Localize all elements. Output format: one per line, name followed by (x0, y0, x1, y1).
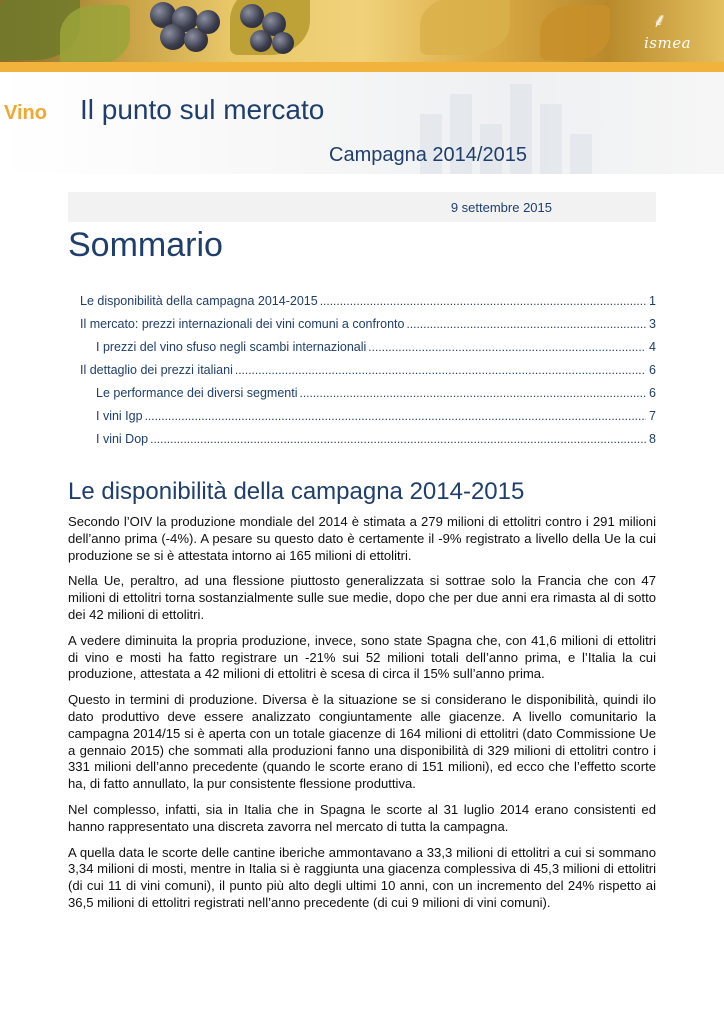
toc-leader-dots (235, 363, 646, 377)
toc-entry[interactable] (80, 432, 656, 455)
toc-entry-page: 3 (649, 317, 656, 331)
section-heading: Le disponibilità della campagna 2014-2015 (68, 478, 525, 505)
toc-leader-dots (150, 432, 646, 446)
toc-entry-page: 4 (649, 340, 656, 354)
toc-entry-page: 1 (649, 294, 656, 308)
toc-entry-label: Le performance dei diversi segmenti (96, 386, 298, 400)
table-of-contents (80, 294, 656, 455)
body-paragraph: A vedere diminuita la propria produzione, invece, sono state Spagna che, con 41,6 milioni di ettolitri di vino e mosti ha fatto registrare un -21% sui 52 milioni totali dell’anno prima, e l’Italia la cui produzione, attestata a 42 milioni di ettolitri è scesa di circa il 15% sull’anno prima. (68, 632, 656, 682)
body-paragraph: Nella Ue, peraltro, ad una flessione piuttosto generalizzata si sottrae solo la Francia che con 47 milioni di ettolitri torna sostanzialmente sulle sue medie, dopo che per due anni era rimasta al di sotto dei 42 milioni di ettolitri. (68, 573, 656, 622)
toc-leader-dots (145, 409, 646, 423)
publication-date: 9 settembre 2015 (450, 200, 552, 215)
toc-entry[interactable] (80, 340, 656, 363)
toc-leader-dots (320, 294, 646, 308)
toc-entry[interactable] (80, 409, 656, 432)
toc-entry-label: Il mercato: prezzi internazionali dei vini comuni a confronto (80, 317, 405, 331)
toc-entry-label: I prezzi del vino sfuso negli scambi internazionali (96, 340, 367, 354)
date-band (68, 192, 656, 222)
toc-entry[interactable] (80, 386, 656, 409)
header-accent-strip (0, 62, 724, 72)
toc-entry-label: I vini Dop (96, 432, 149, 446)
body-paragraph: Secondo l’OIV la produzione mondiale del 2014 è stimata a 279 milioni di ettolitri contro i 291 milioni dell’anno prima (-4%). A pesare su questo dato è certamente il -9% registrato a livello della Ue la cui produzione se si è attestata intorno ai 165 milioni di ettolitri. (68, 514, 656, 563)
toc-entry-label: Le disponibilità della campagna 2014-2015 (80, 294, 318, 308)
header-banner-photo (0, 0, 724, 62)
toc-entry[interactable] (80, 294, 656, 317)
toc-entry-label: Il dettaglio dei prezzi italiani (80, 363, 233, 377)
toc-leader-dots (300, 386, 647, 400)
toc-entry-page: 8 (649, 432, 656, 446)
ismea-logo (644, 10, 704, 52)
category-label: Vino (4, 102, 47, 124)
wheat-sprig-icon: ⸙ (652, 8, 667, 32)
summary-title: Sommario (68, 226, 223, 264)
toc-entry-page: 7 (649, 409, 656, 423)
body-paragraph: Nel complesso, infatti, sia in Italia che in Spagna le scorte al 31 luglio 2014 erano consistenti ed hanno rappresentato una discreta zavorra nel mercato di tutta la campagna. (68, 801, 656, 834)
section-body (68, 514, 656, 921)
body-paragraph: A quella data le scorte delle cantine iberiche ammontavano a 33,3 milioni di ettolitri a cui si sommano 3,34 milioni di mosti, mentre in Italia si è raggiunta una giacenza complessiva di 45,3 milioni di ettolitri (di cui 11 di vini comuni), il punto più alto degli ultimi 10 anni, con un incremento del 24% rispetto ai 36,5 milioni di ettolitri registrati nell’anno precedente (di cui 9 milioni di vini comuni). (68, 844, 656, 910)
toc-entry-page: 6 (649, 363, 656, 377)
toc-entry-label: I vini Igp (96, 409, 143, 423)
toc-entry[interactable] (80, 317, 656, 340)
toc-leader-dots (406, 317, 646, 331)
campaign-subtitle: Campagna 2014/2015 (329, 144, 527, 166)
body-paragraph: Questo in termini di produzione. Diversa è la situazione se si considerano le disponibilità, quindi ilo dato produttivo deve essere analizzato congiuntamente alle giacenze. A livello comunitario la campagna 2014/15 si è aperta con un totale giacenze di 164 milioni di ettolitri (dato Commissione Ue a gennaio 2015) che sommati alla produzioni fanno una disponibilità di 329 milioni di ettolitri contro i 331 milioni dell’anno precedente (quando le scorte erano di 151 milioni), ed ecco che l’effetto scorte ha, di fatto annullato, la pur consistente flessione produttiva. (68, 692, 656, 792)
toc-leader-dots (368, 340, 646, 354)
toc-entry-page: 6 (649, 386, 656, 400)
title-band (0, 72, 724, 174)
logo-text: ismea (644, 34, 692, 52)
toc-entry[interactable] (80, 363, 656, 386)
page-title: Il punto sul mercato (80, 94, 325, 125)
